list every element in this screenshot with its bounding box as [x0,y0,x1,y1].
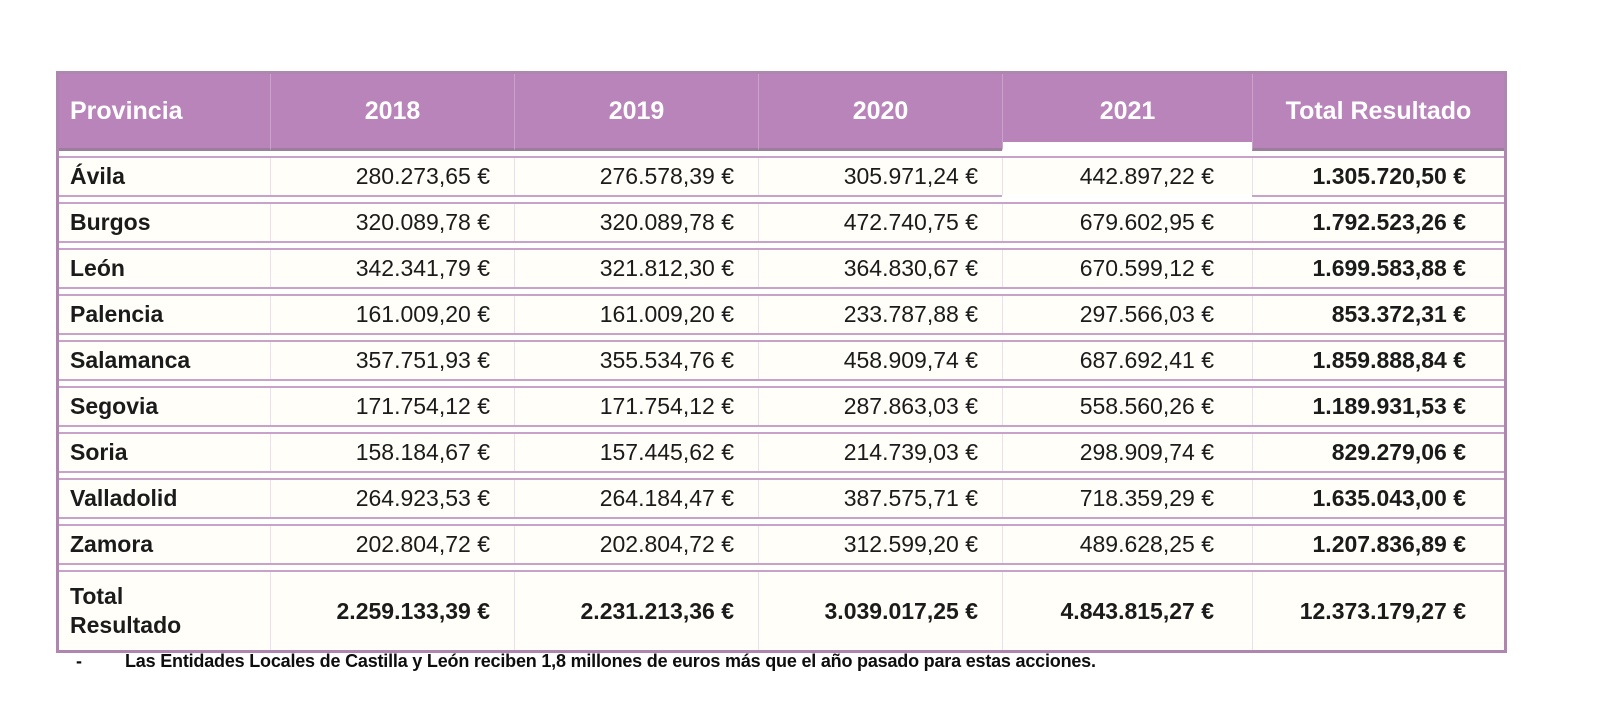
table-row [59,202,1504,243]
cell-2018: 264.923,53 € [270,480,514,517]
cell-2021: 489.628,25 € [1002,526,1252,563]
cell-2021: 297.566,03 € [1002,296,1252,333]
cell-2018: 280.273,65 € [270,158,514,195]
cell-provincia: Segovia [70,393,159,419]
total-row-grand-total: 12.373.179,27 € [1252,572,1504,650]
cell-total: 1.792.523,26 € [1252,204,1504,241]
cell-2020: 305.971,24 € [758,158,1002,195]
table-row [59,432,1504,473]
cell-total: 1.635.043,00 € [1252,480,1504,517]
cell-provincia: Burgos [70,209,151,235]
cell-provincia: Zamora [70,531,154,557]
cell-provincia: Salamanca [70,347,191,373]
cell-2019: 321.812,30 € [514,250,758,287]
total-row-2018: 2.259.133,39 € [270,572,514,650]
column-header-2019: 2019 [514,74,758,151]
column-header-2020: 2020 [758,74,1002,151]
cell-2021: 298.909,74 € [1002,434,1252,471]
cell-2018: 161.009,20 € [270,296,514,333]
cell-provincia: Soria [70,439,128,465]
total-row-2019: 2.231.213,36 € [514,572,758,650]
cell-2018: 158.184,67 € [270,434,514,471]
footnote-text: Las Entidades Locales de Castilla y León reciben 1,8 millones de euros más que el año pasado para estas acciones. [125,651,1096,671]
cell-2019: 157.445,62 € [514,434,758,471]
total-row-2021: 4.843.815,27 € [1002,572,1252,650]
cell-2019: 276.578,39 € [514,158,758,195]
table-body [59,156,1504,565]
cell-2020: 387.575,71 € [758,480,1002,517]
cell-total: 829.279,06 € [1252,434,1504,471]
column-header-provincia: Provincia [59,74,270,151]
total-row-2020: 3.039.017,25 € [758,572,1002,650]
cell-2018: 320.089,78 € [270,204,514,241]
column-header-2018: 2018 [270,74,514,151]
cell-total: 1.859.888,84 € [1252,342,1504,379]
table-row [59,294,1504,335]
cell-2021: 687.692,41 € [1002,342,1252,379]
column-header-2021: 2021 [1002,74,1252,151]
cell-2020: 312.599,20 € [758,526,1002,563]
table-row [59,340,1504,381]
cell-total: 1.207.836,89 € [1252,526,1504,563]
cell-2019: 202.804,72 € [514,526,758,563]
table-total-row [59,570,1504,650]
cell-provincia: Palencia [70,301,164,327]
cell-provincia: León [70,255,125,281]
table-header-row [59,74,1504,151]
cell-2019: 171.754,12 € [514,388,758,425]
cell-2020: 233.787,88 € [758,296,1002,333]
cell-2020: 287.863,03 € [758,388,1002,425]
table-row [59,386,1504,427]
table-row [59,248,1504,289]
cell-2019: 320.089,78 € [514,204,758,241]
cell-2019: 355.534,76 € [514,342,758,379]
cell-2021: 718.359,29 € [1002,480,1252,517]
cell-2021: 679.602,95 € [1002,204,1252,241]
cell-2021: 670.599,12 € [1002,250,1252,287]
cell-total: 853.372,31 € [1252,296,1504,333]
cell-provincia: Ávila [70,163,125,189]
cell-2020: 214.739,03 € [758,434,1002,471]
cell-2020: 364.830,67 € [758,250,1002,287]
cell-2018: 202.804,72 € [270,526,514,563]
cell-2019: 161.009,20 € [514,296,758,333]
cell-provincia: Valladolid [70,485,178,511]
results-table [56,71,1507,653]
cell-2021: 558.560,26 € [1002,388,1252,425]
column-header-total-resultado: Total Resultado [1252,74,1504,151]
cell-2020: 458.909,74 € [758,342,1002,379]
footnote-bullet: - [76,651,82,671]
cell-total: 1.305.720,50 € [1252,158,1504,195]
cell-total: 1.699.583,88 € [1252,250,1504,287]
cell-2019: 264.184,47 € [514,480,758,517]
cell-2018: 357.751,93 € [270,342,514,379]
cell-2020: 472.740,75 € [758,204,1002,241]
table-row [59,524,1504,565]
table-row [59,156,1504,197]
total-row-label: Total Resultado [70,583,182,638]
table-row [59,478,1504,519]
cell-2018: 342.341,79 € [270,250,514,287]
cell-2021: 442.897,22 € [1002,158,1252,195]
cell-2018: 171.754,12 € [270,388,514,425]
cell-total: 1.189.931,53 € [1252,388,1504,425]
